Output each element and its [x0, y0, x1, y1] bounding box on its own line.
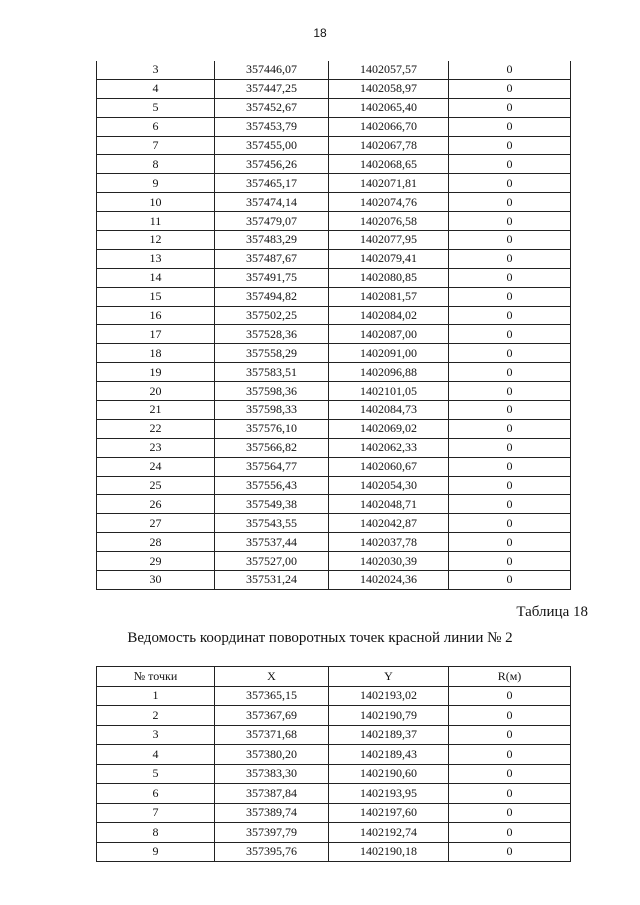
table-row	[97, 79, 571, 98]
table-row	[97, 514, 571, 533]
cell-x: 357491,75	[215, 268, 329, 287]
table-caption: Ведомость координат поворотных точек красной линии № 2	[127, 630, 513, 646]
cell-x: 357365,15	[215, 686, 329, 706]
table-row	[97, 249, 571, 268]
table-row	[97, 61, 571, 79]
cell-radius: 0	[449, 268, 571, 287]
cell-point-number: 6	[97, 784, 215, 804]
cell-x: 357453,79	[215, 117, 329, 136]
cell-x: 357452,67	[215, 98, 329, 117]
table-row	[97, 155, 571, 174]
cell-x: 357527,00	[215, 552, 329, 571]
cell-x: 357566,82	[215, 438, 329, 457]
cell-x: 357479,07	[215, 212, 329, 231]
cell-point-number: 10	[97, 193, 215, 212]
cell-y: 1402060,67	[329, 457, 449, 476]
cell-y: 1402193,02	[329, 686, 449, 706]
cell-y: 1402042,87	[329, 514, 449, 533]
cell-radius: 0	[449, 476, 571, 495]
table-row	[97, 231, 571, 250]
cell-point-number: 1	[97, 686, 215, 706]
table-row	[97, 764, 571, 784]
header-radius: R(м)	[449, 667, 571, 687]
cell-radius: 0	[449, 725, 571, 745]
cell-y: 1402030,39	[329, 552, 449, 571]
cell-y: 1402193,95	[329, 784, 449, 804]
cell-radius: 0	[449, 784, 571, 804]
cell-radius: 0	[449, 249, 571, 268]
cell-point-number: 9	[97, 842, 215, 862]
table-row	[97, 344, 571, 363]
table-row	[97, 476, 571, 495]
cell-radius: 0	[449, 287, 571, 306]
cell-radius: 0	[449, 98, 571, 117]
table-row	[97, 784, 571, 804]
cell-y: 1402067,78	[329, 136, 449, 155]
cell-radius: 0	[449, 419, 571, 438]
table-row	[97, 174, 571, 193]
cell-point-number: 23	[97, 438, 215, 457]
cell-radius: 0	[449, 745, 571, 765]
cell-point-number: 13	[97, 249, 215, 268]
table-row	[97, 803, 571, 823]
cell-point-number: 8	[97, 155, 215, 174]
cell-radius: 0	[449, 401, 571, 420]
cell-x: 357537,44	[215, 533, 329, 552]
cell-point-number: 3	[97, 725, 215, 745]
table-row	[97, 686, 571, 706]
cell-radius: 0	[449, 382, 571, 401]
cell-point-number: 15	[97, 287, 215, 306]
cell-radius: 0	[449, 193, 571, 212]
cell-y: 1402087,00	[329, 325, 449, 344]
cell-radius: 0	[449, 363, 571, 382]
cell-y: 1402077,95	[329, 231, 449, 250]
cell-point-number: 26	[97, 495, 215, 514]
cell-x: 357583,51	[215, 363, 329, 382]
header-y: Y	[329, 667, 449, 687]
cell-x: 357389,74	[215, 803, 329, 823]
coordinates-table-18	[96, 666, 571, 862]
table-row	[97, 419, 571, 438]
cell-radius: 0	[449, 79, 571, 98]
table-row	[97, 382, 571, 401]
cell-x: 357564,77	[215, 457, 329, 476]
cell-point-number: 12	[97, 231, 215, 250]
cell-y: 1402068,65	[329, 155, 449, 174]
cell-point-number: 7	[97, 803, 215, 823]
cell-radius: 0	[449, 306, 571, 325]
cell-y: 1402189,43	[329, 745, 449, 765]
header-point-number: № точки	[97, 667, 215, 687]
cell-radius: 0	[449, 803, 571, 823]
header-x: X	[215, 667, 329, 687]
table-row	[97, 457, 571, 476]
cell-y: 1402197,60	[329, 803, 449, 823]
cell-y: 1402037,78	[329, 533, 449, 552]
cell-point-number: 22	[97, 419, 215, 438]
cell-x: 357367,69	[215, 706, 329, 726]
table-row	[97, 212, 571, 231]
cell-radius: 0	[449, 231, 571, 250]
cell-y: 1402076,58	[329, 212, 449, 231]
cell-x: 357474,14	[215, 193, 329, 212]
table-row	[97, 842, 571, 862]
cell-y: 1402192,74	[329, 823, 449, 843]
cell-point-number: 27	[97, 514, 215, 533]
cell-radius: 0	[449, 325, 571, 344]
cell-radius: 0	[449, 212, 571, 231]
cell-point-number: 7	[97, 136, 215, 155]
table-row	[97, 495, 571, 514]
cell-x: 357483,29	[215, 231, 329, 250]
cell-y: 1402091,00	[329, 344, 449, 363]
cell-y: 1402189,37	[329, 725, 449, 745]
cell-radius: 0	[449, 823, 571, 843]
cell-x: 357598,36	[215, 382, 329, 401]
cell-x: 357549,38	[215, 495, 329, 514]
cell-x: 357447,25	[215, 79, 329, 98]
cell-y: 1402062,33	[329, 438, 449, 457]
cell-radius: 0	[449, 344, 571, 363]
cell-point-number: 17	[97, 325, 215, 344]
table-row	[97, 401, 571, 420]
cell-x: 357487,67	[215, 249, 329, 268]
table-row	[97, 438, 571, 457]
cell-point-number: 25	[97, 476, 215, 495]
cell-point-number: 6	[97, 117, 215, 136]
cell-x: 357387,84	[215, 784, 329, 804]
cell-radius: 0	[449, 571, 571, 590]
cell-radius: 0	[449, 514, 571, 533]
table-label: Таблица 18	[516, 604, 588, 620]
cell-point-number: 14	[97, 268, 215, 287]
table-row	[97, 533, 571, 552]
cell-y: 1402084,73	[329, 401, 449, 420]
table-row	[97, 725, 571, 745]
cell-radius: 0	[449, 438, 571, 457]
cell-radius: 0	[449, 686, 571, 706]
table-row	[97, 117, 571, 136]
table-header-row	[97, 667, 571, 687]
cell-x: 357380,20	[215, 745, 329, 765]
cell-radius: 0	[449, 706, 571, 726]
cell-y: 1402079,41	[329, 249, 449, 268]
page-number: 18	[313, 26, 327, 40]
cell-point-number: 19	[97, 363, 215, 382]
coordinates-table-continued	[96, 61, 571, 590]
cell-y: 1402054,30	[329, 476, 449, 495]
cell-y: 1402081,57	[329, 287, 449, 306]
cell-point-number: 16	[97, 306, 215, 325]
table-row	[97, 136, 571, 155]
cell-y: 1402024,36	[329, 571, 449, 590]
cell-point-number: 5	[97, 98, 215, 117]
cell-point-number: 24	[97, 457, 215, 476]
table-row	[97, 193, 571, 212]
cell-point-number: 18	[97, 344, 215, 363]
table-row	[97, 363, 571, 382]
cell-point-number: 8	[97, 823, 215, 843]
cell-y: 1402190,18	[329, 842, 449, 862]
cell-radius: 0	[449, 457, 571, 476]
cell-radius: 0	[449, 61, 571, 79]
cell-y: 1402101,05	[329, 382, 449, 401]
cell-radius: 0	[449, 136, 571, 155]
cell-y: 1402058,97	[329, 79, 449, 98]
cell-x: 357395,76	[215, 842, 329, 862]
cell-y: 1402066,70	[329, 117, 449, 136]
cell-x: 357383,30	[215, 764, 329, 784]
cell-radius: 0	[449, 117, 571, 136]
cell-point-number: 5	[97, 764, 215, 784]
cell-point-number: 3	[97, 61, 215, 79]
cell-x: 357465,17	[215, 174, 329, 193]
cell-x: 357397,79	[215, 823, 329, 843]
cell-x: 357598,33	[215, 401, 329, 420]
table-row	[97, 706, 571, 726]
cell-y: 1402080,85	[329, 268, 449, 287]
cell-radius: 0	[449, 495, 571, 514]
cell-y: 1402096,88	[329, 363, 449, 382]
cell-y: 1402190,79	[329, 706, 449, 726]
cell-point-number: 29	[97, 552, 215, 571]
cell-point-number: 28	[97, 533, 215, 552]
cell-point-number: 20	[97, 382, 215, 401]
cell-radius: 0	[449, 174, 571, 193]
cell-point-number: 21	[97, 401, 215, 420]
cell-x: 357576,10	[215, 419, 329, 438]
cell-point-number: 4	[97, 79, 215, 98]
cell-x: 357558,29	[215, 344, 329, 363]
table-row	[97, 306, 571, 325]
cell-x: 357456,26	[215, 155, 329, 174]
cell-x: 357543,55	[215, 514, 329, 533]
table-row	[97, 745, 571, 765]
cell-x: 357494,82	[215, 287, 329, 306]
table-row	[97, 552, 571, 571]
cell-y: 1402065,40	[329, 98, 449, 117]
cell-y: 1402069,02	[329, 419, 449, 438]
cell-radius: 0	[449, 764, 571, 784]
cell-x: 357455,00	[215, 136, 329, 155]
cell-point-number: 4	[97, 745, 215, 765]
cell-point-number: 2	[97, 706, 215, 726]
cell-y: 1402057,57	[329, 61, 449, 79]
table-row	[97, 268, 571, 287]
table-row	[97, 325, 571, 344]
cell-x: 357556,43	[215, 476, 329, 495]
cell-radius: 0	[449, 842, 571, 862]
table-row	[97, 287, 571, 306]
cell-radius: 0	[449, 552, 571, 571]
cell-radius: 0	[449, 533, 571, 552]
cell-x: 357371,68	[215, 725, 329, 745]
cell-radius: 0	[449, 155, 571, 174]
table-row	[97, 98, 571, 117]
cell-point-number: 30	[97, 571, 215, 590]
cell-x: 357528,36	[215, 325, 329, 344]
cell-y: 1402071,81	[329, 174, 449, 193]
cell-y: 1402048,71	[329, 495, 449, 514]
cell-x: 357446,07	[215, 61, 329, 79]
cell-x: 357531,24	[215, 571, 329, 590]
table-row	[97, 823, 571, 843]
cell-y: 1402074,76	[329, 193, 449, 212]
cell-y: 1402084,02	[329, 306, 449, 325]
cell-y: 1402190,60	[329, 764, 449, 784]
cell-point-number: 9	[97, 174, 215, 193]
cell-x: 357502,25	[215, 306, 329, 325]
cell-point-number: 11	[97, 212, 215, 231]
table-row	[97, 571, 571, 590]
